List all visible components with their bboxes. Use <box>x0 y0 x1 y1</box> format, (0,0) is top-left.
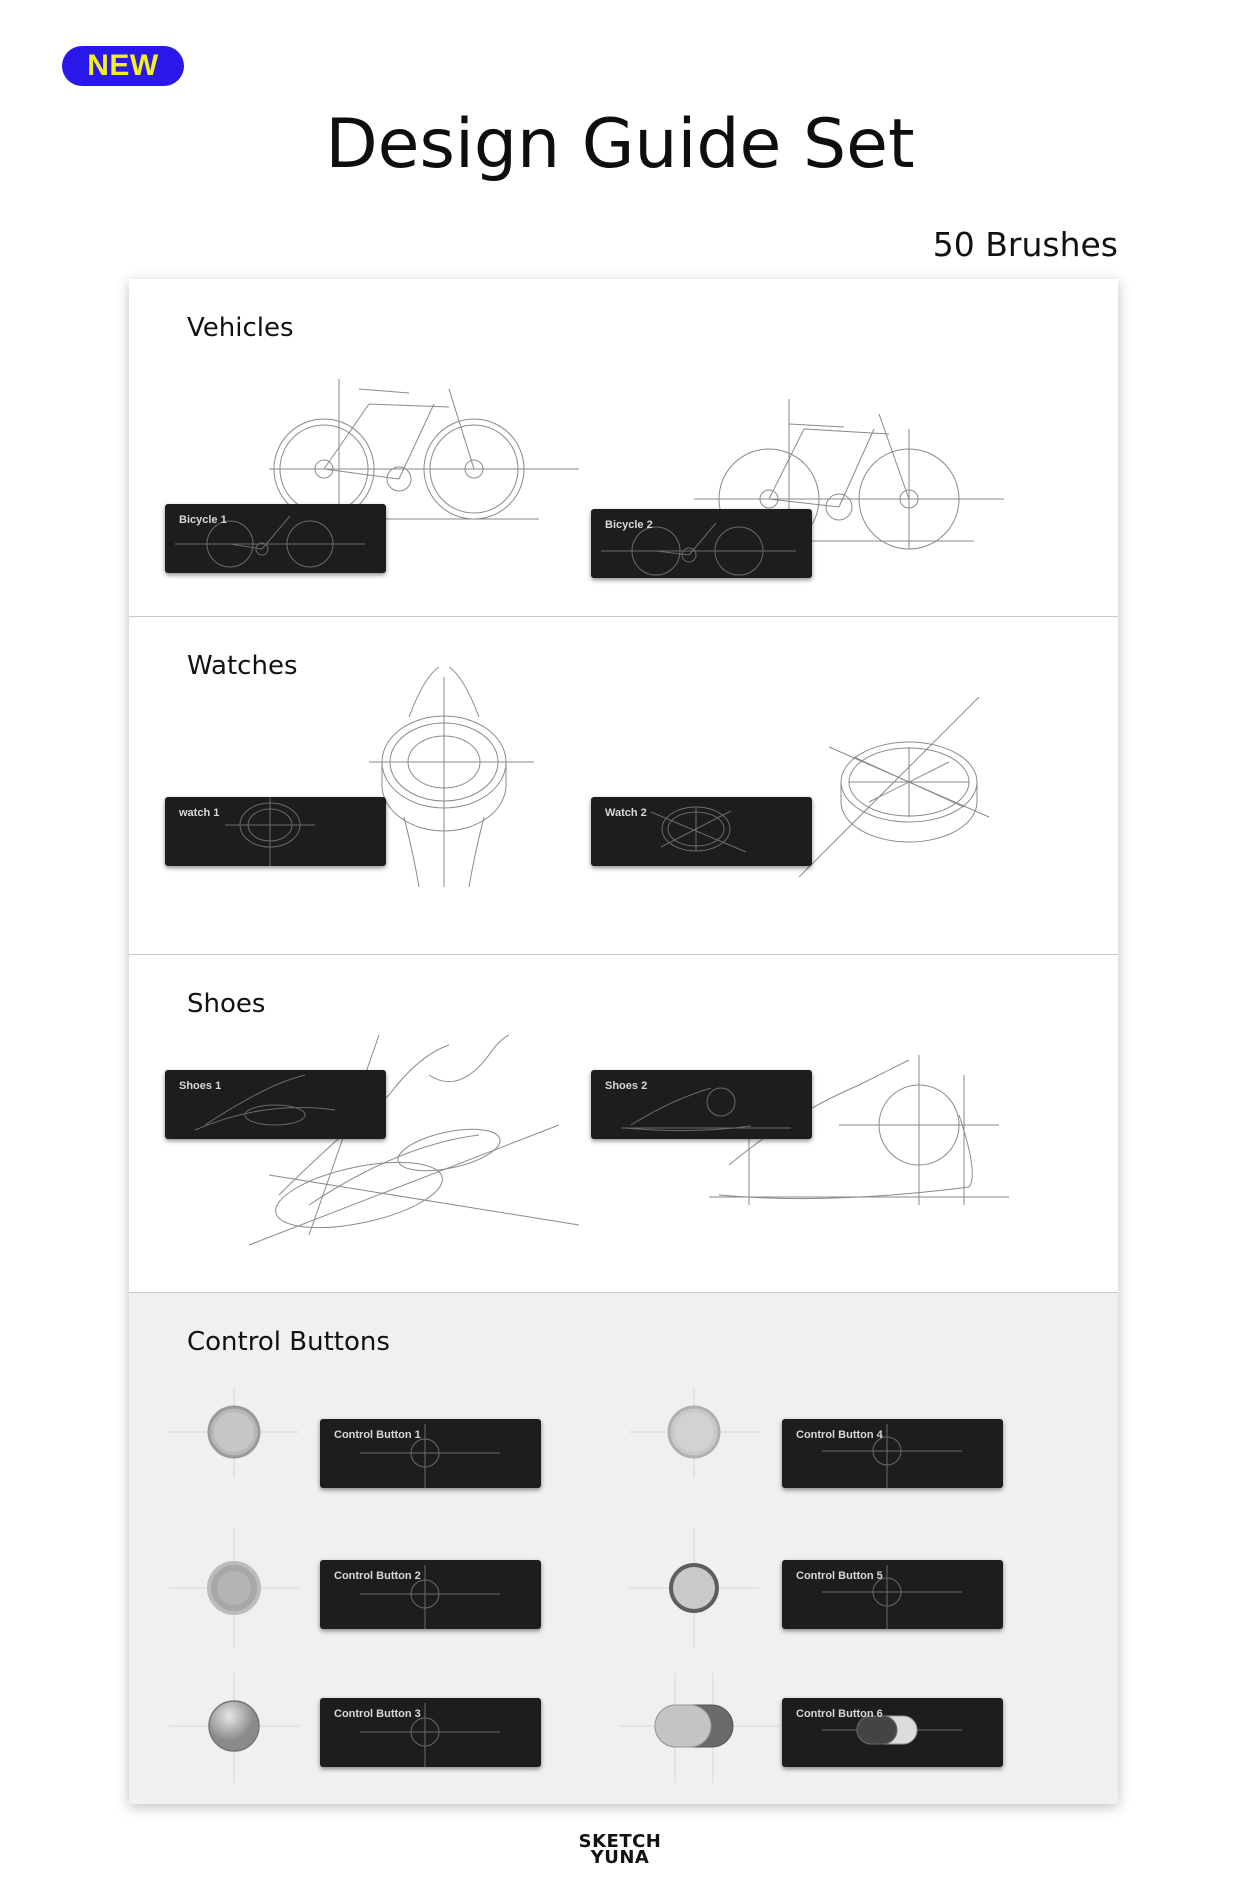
card-label: Control Button 1 <box>334 1429 421 1441</box>
card-label: Bicycle 2 <box>605 519 653 531</box>
card-label: Control Button 6 <box>796 1708 883 1720</box>
brush-card-control-button-6[interactable] <box>782 1698 1003 1767</box>
brand-logo-line1: SKETCH <box>578 1831 662 1852</box>
brush-card-watch-2[interactable] <box>591 797 812 866</box>
section-vehicles <box>129 279 1118 617</box>
brush-card-bicycle-1[interactable] <box>165 504 386 573</box>
card-label: Bicycle 1 <box>179 514 227 526</box>
control-button-1-demo <box>169 1388 299 1478</box>
section-title: Vehicles <box>187 313 294 343</box>
brush-card-control-button-4[interactable] <box>782 1419 1003 1488</box>
brush-card-shoes-1[interactable] <box>165 1070 386 1139</box>
card-label: Control Button 5 <box>796 1570 883 1582</box>
section-control-buttons <box>129 1293 1118 1804</box>
card-label: Watch 2 <box>605 807 647 819</box>
card-label: watch 1 <box>179 807 220 819</box>
control-button-6-demo <box>619 1673 779 1783</box>
card-label: Shoes 1 <box>179 1080 222 1092</box>
section-watches <box>129 617 1118 955</box>
brush-card-bicycle-2[interactable] <box>591 509 812 578</box>
watch-1-sketch <box>369 677 569 887</box>
brush-card-shoes-2[interactable] <box>591 1070 812 1139</box>
brush-card-control-button-3[interactable] <box>320 1698 541 1767</box>
control-button-3-demo <box>169 1673 299 1783</box>
brush-card-control-button-5[interactable] <box>782 1560 1003 1629</box>
brush-card-control-button-2[interactable] <box>320 1560 541 1629</box>
card-label: Control Button 3 <box>334 1708 421 1720</box>
new-badge: NEW <box>62 46 184 86</box>
brush-preview-panel <box>129 279 1118 1804</box>
page-title: Design Guide Set <box>325 105 915 184</box>
control-button-4-demo <box>629 1388 759 1478</box>
card-label: Control Button 2 <box>334 1570 421 1582</box>
brush-count: 50 Brushes <box>932 225 1118 264</box>
brand-logo-line2: YUNA <box>590 1847 650 1868</box>
watch-2-sketch <box>829 697 1029 897</box>
brush-card-control-button-1[interactable] <box>320 1419 541 1488</box>
card-label: Control Button 4 <box>796 1429 883 1441</box>
section-shoes <box>129 955 1118 1293</box>
control-button-5-demo <box>629 1528 759 1648</box>
section-title: Watches <box>187 651 298 681</box>
brand-logo <box>0 1831 1240 1868</box>
section-title: Control Buttons <box>187 1327 390 1357</box>
brush-card-watch-1[interactable] <box>165 797 386 866</box>
section-title: Shoes <box>187 989 266 1019</box>
card-label: Shoes 2 <box>605 1080 648 1092</box>
control-button-2-demo <box>169 1528 299 1648</box>
